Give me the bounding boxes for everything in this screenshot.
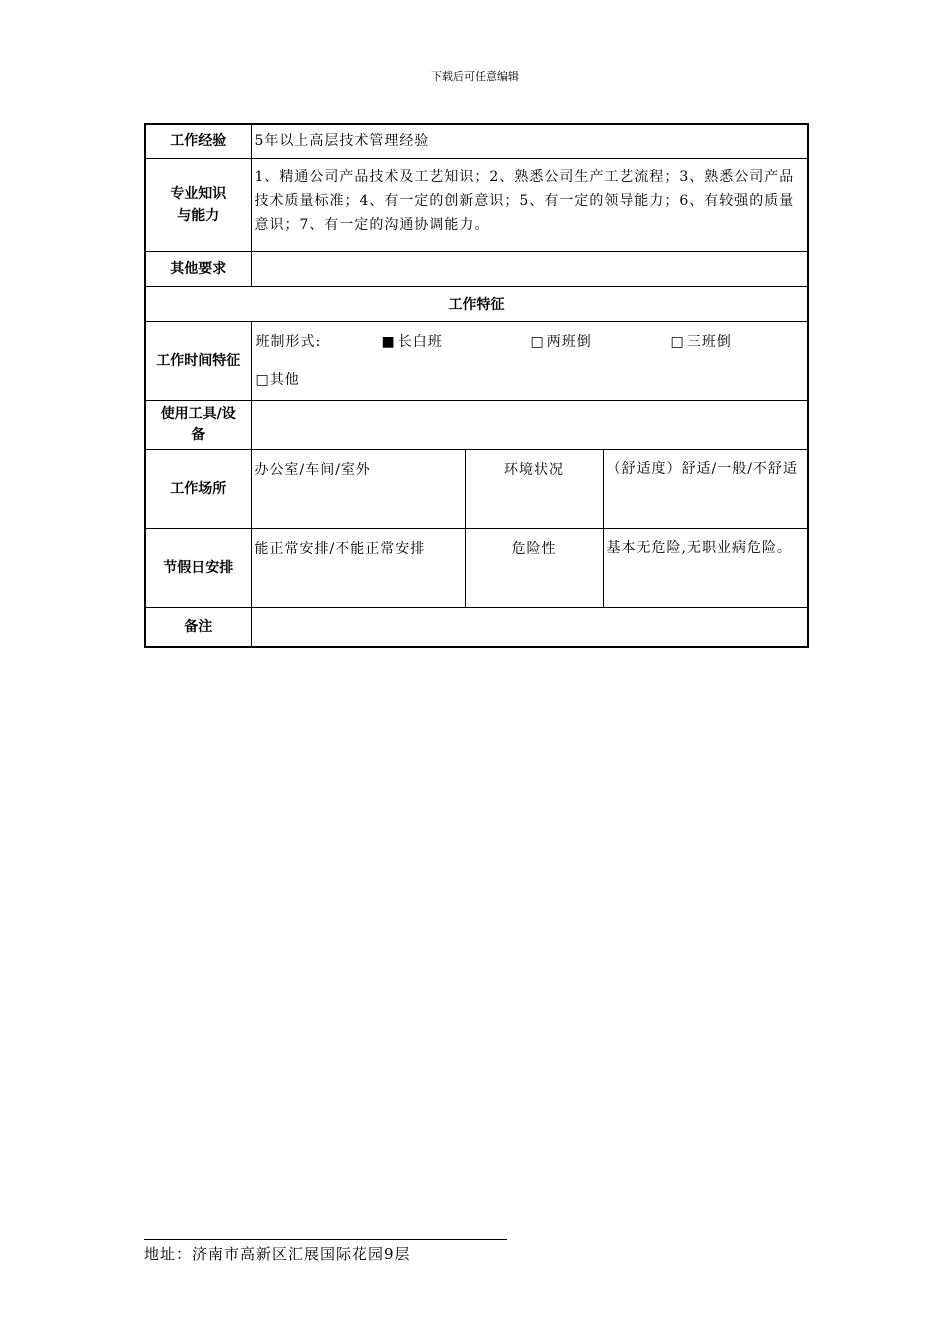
label-knowledge-line2: 与能力 <box>177 207 220 224</box>
shift-option-other <box>256 370 300 390</box>
row-remark <box>145 607 808 647</box>
shift-option-three <box>671 332 732 352</box>
label-other: 其他要求 <box>145 251 251 286</box>
label-tools-line1: 使用工具/设 <box>160 405 236 422</box>
checkbox-empty-icon: □ <box>255 371 270 388</box>
shift-option-label: 三班倒 <box>686 333 732 350</box>
label-work-time: 工作时间特征 <box>145 321 251 400</box>
row-experience <box>145 124 808 158</box>
footer-address: 地址：济南市高新区汇展国际花园9层 <box>144 1245 411 1263</box>
label-place: 工作场所 <box>145 449 251 528</box>
shift-option-day <box>382 332 531 352</box>
value-work-time <box>251 321 808 400</box>
label-experience: 工作经验 <box>145 124 251 158</box>
row-other <box>145 251 808 286</box>
value-tools <box>251 400 808 449</box>
value-holiday: 能正常安排/不能正常安排 <box>251 528 465 607</box>
label-holiday: 节假日安排 <box>145 528 251 607</box>
shift-option-label: 两班倒 <box>546 333 592 350</box>
value-knowledge: 1、精通公司产品技术及工艺知识；2、熟悉公司生产工艺流程；3、熟悉公司产品技术质量标准；4、有一定的创新意识；5、有一定的领导能力；6、有较强的质量意识；7、有一定的沟通协调能力。 <box>251 158 808 251</box>
row-work-time <box>145 321 808 400</box>
row-tools <box>145 400 808 449</box>
row-knowledge <box>145 158 808 251</box>
label-danger: 危险性 <box>465 528 603 607</box>
shift-prefix: 班制形式: <box>255 333 322 350</box>
label-knowledge-line1: 专业知识 <box>170 185 227 202</box>
row-holiday <box>145 528 808 607</box>
header-note: 下载后可任意编辑 <box>431 70 519 83</box>
checkbox-empty-icon: □ <box>530 333 545 350</box>
shift-option-label: 长白班 <box>397 333 443 350</box>
footer-divider <box>144 1239 507 1240</box>
shift-option-two <box>531 332 671 352</box>
checkbox-checked-icon: ■ <box>381 333 396 350</box>
checkbox-empty-icon: □ <box>670 333 685 350</box>
section-title: 工作特征 <box>145 286 808 321</box>
shift-options-line <box>256 322 808 352</box>
label-knowledge <box>145 158 251 251</box>
label-environment: 环境状况 <box>465 449 603 528</box>
label-tools-line2: 备 <box>191 426 206 443</box>
value-other <box>251 251 808 286</box>
job-description-table <box>144 123 809 648</box>
label-remark: 备注 <box>145 607 251 647</box>
shift-options-line-2 <box>256 352 808 390</box>
value-environment: （舒适度）舒适/一般/不舒适 <box>603 449 808 528</box>
label-tools <box>145 400 251 449</box>
row-section-title <box>145 286 808 321</box>
shift-option-label: 其他 <box>269 371 300 388</box>
row-place <box>145 449 808 528</box>
value-place: 办公室/车间/室外 <box>251 449 465 528</box>
value-experience: 5年以上高层技术管理经验 <box>251 124 808 158</box>
value-remark <box>251 607 808 647</box>
value-danger: 基本无危险,无职业病危险。 <box>603 528 808 607</box>
